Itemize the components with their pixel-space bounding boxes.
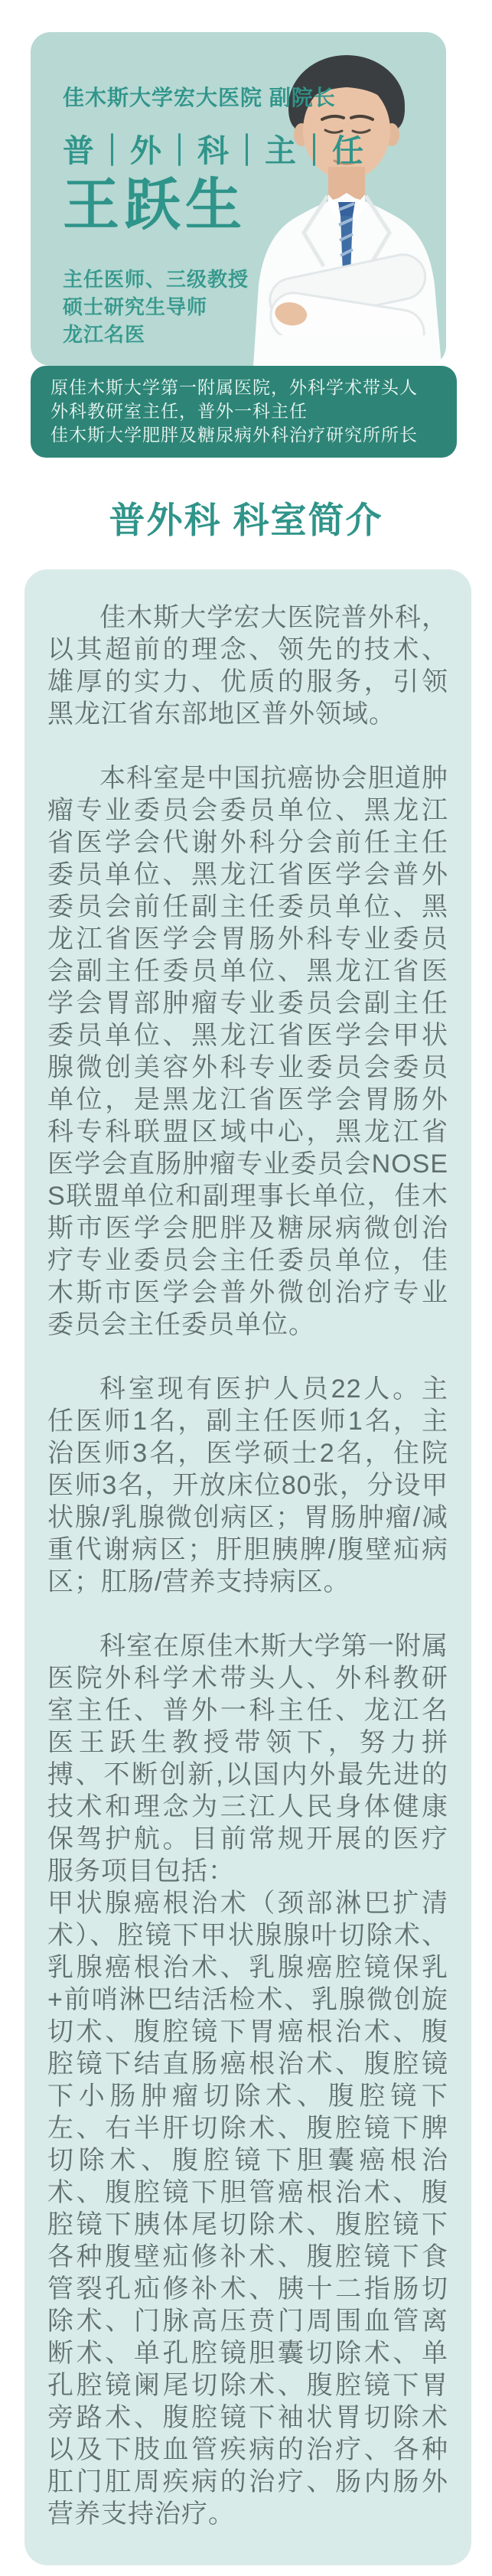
intro-paragraph-4: 科室在原佳木斯大学第一附属医院外科学术带头人、外科教研室主任、普外一科主任、龙江名医王跃生教授带领下，努力拼搏、不断创新,以国内外最先进的技术和理念为三江人民身体健康保驾护航。目前常规开展的医疗服务项目包括： <box>47 1632 448 1886</box>
intro-paragraph-1: 佳木斯大学宏大医院普外科，以其超前的理念、领先的技术、雄厚的实力、优质的服务，引领黑龙江省东部地区普外领域。 <box>47 603 448 729</box>
doctor-positions-badge <box>31 366 457 458</box>
intro-paragraph-2: 本科室是中国抗癌协会胆道肿瘤专业委员会委员单位、黑龙江省医学会代谢外科分会前任主任委员单位、黑龙江省医学会普外委员会前任副主任委员单位、黑龙江省医学会胃肠外科专业委员会副主任委员单位、黑龙江省医学会胃部肿瘤专业委员会副主任委员单位、黑龙江省医学会甲状腺微创美容外科专业委员会委员单位，是黑龙江省医学会胃肠外科专科联盟区域中心，黑龙江省医学会直肠肿瘤专业委员会NOSES联盟单位和副理事长单位，佳木斯市医学会肥胖及糖尿病微创治疗专业委员会主任委员单位，佳木斯市医学会普外微创治疗专业委员会主任委员单位。 <box>47 764 448 1339</box>
credential-line: 硕士研究生导师 <box>63 295 208 318</box>
badge-line: 外科教研室主任，普外一科主任 <box>51 401 308 421</box>
department-title: 普｜外｜科｜主｜任 <box>63 133 366 168</box>
hospital-title: 佳木斯大学宏大医院 副院长 <box>63 86 336 109</box>
badge-line: 原佳木斯大学第一附属医院，外科学术带头人 <box>51 377 418 397</box>
credential-line: 龙江名医 <box>63 322 146 346</box>
intro-paragraph-3: 科室现有医护人员22人。主任医师1名，副主任医师1名，主治医师3名，医学硕士2名，住院医师3名，开放床位80张，分设甲状腺/乳腺微创病区；胃肠肿瘤/减重代谢病区；肝胆胰脾/腹壁疝病区；肛肠/营养支持病区。 <box>47 1374 448 1596</box>
doctor-header-text <box>63 81 366 348</box>
credential-line: 主任医师、三级教授 <box>63 267 249 291</box>
doctor-profile-card <box>31 32 446 366</box>
department-intro-box <box>24 569 471 2565</box>
section-title: 普外科 科室简介 <box>109 500 383 540</box>
doctor-credentials <box>63 266 366 348</box>
badge-line: 佳木斯大学肥胖及糖尿病外科治疗研究所所长 <box>51 425 418 445</box>
doctor-name: 王跃生 <box>63 173 246 236</box>
intro-paragraph-5-procedures: 甲状腺癌根治术（颈部淋巴扩清术）、腔镜下甲状腺腺叶切除术、乳腺癌根治术、乳腺癌腔镜保乳+前哨淋巴结活检术、乳腺微创旋切术、腹腔镜下胃癌根治术、腹腔镜下结直肠癌根治术、腹腔镜下小肠肿瘤切除术、腹腔镜下左、右半肝切除术、腹腔镜下脾切除术、腹腔镜下胆囊癌根治术、腹腔镜下胆管癌根治术、腹腔镜下胰体尾切除术、腹腔镜下各种腹壁疝修补术、腹腔镜下食管裂孔疝修补术、胰十二指肠切除术、门脉高压贲门周围血管离断术、单孔腔镜胆囊切除术、单孔腔镜阑尾切除术、腹腔镜下胃旁路术、腹腔镜下袖状胃切除术以及下肢血管疾病的治疗、各种肛门肛周疾病的治疗、肠内肠外营养支持治疗。 <box>47 1889 448 2529</box>
